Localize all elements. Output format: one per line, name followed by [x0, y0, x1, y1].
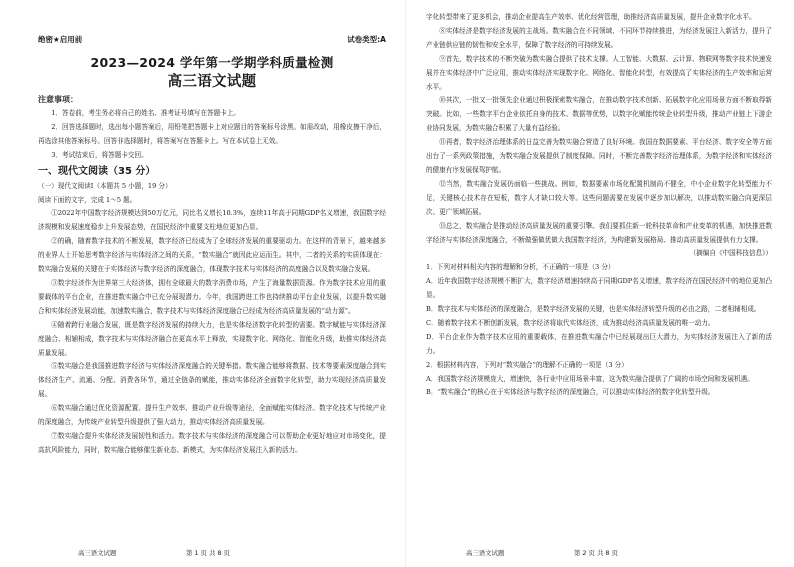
right-content — [426, 11, 772, 400]
passage-paragraph: 字化转型带来了更多机会，推动企业提高生产效率、优化经营管理，助推经济高质量发展，提升企业数字化水平。 — [426, 13, 756, 21]
passage-paragraph: ⑧实体经济是数字经济发展的主战场。数实融合在不同领域、不同环节持续推进，为经济发展注入新活力，提升了产业链供应链的韧性和安全水平，保障了数字经济的可持续发展。 — [426, 26, 772, 49]
confidential-label: 绝密★启用前 — [38, 35, 83, 44]
left-content — [38, 92, 386, 458]
passage-paragraph: ④随着跨行业融合发展，既是数字经济发展的持续大力，也是实体经济数字化转型的需要。数字赋能与实体经济深度融合、相辅相成，数字技术与实体经济融合在更高水平上释放，实现数字化、网络化、智能化升级，助推实体经济高质量发展。 — [38, 320, 386, 357]
question-1-option: C．随着数字技术不断创新发展，数字经济将取代实体经济，成为推动经济高质量发展的唯一动力。 — [426, 318, 715, 327]
reading-instruction: 阅读下面的文字，完成 1～5 题。 — [38, 195, 137, 204]
right-page — [426, 0, 772, 567]
paper-type-label: 试卷类型:A — [347, 35, 386, 44]
left-header — [38, 34, 386, 45]
section-heading: 一、现代文阅读（35 分） — [38, 165, 156, 177]
subsection-heading: （一）现代文阅读I（本题共 5 小题，19 分） — [38, 181, 172, 190]
footer-page-number: 第 1 页 共 8 页 — [186, 549, 230, 557]
passage-paragraph: ⑨首先，数字技术的不断突破为数实融合提供了技术支撑。人工智能、大数据、云计算、物联网等数字技术快速发展并在实体经济中广泛应用，推动实体经济实现数字化、网络化、智能化转型，有效提高了实体经济的生产效率和运营水平。 — [426, 54, 772, 91]
question-1-option: B．数字技术与实体经济的深度融合，是数字经济发展的关键，也是实体经济转型升级的必由之路，二者相辅相成。 — [426, 305, 761, 314]
exam-subtitle: 高三语文试题 — [167, 74, 257, 90]
passage-paragraph: ⑩其次，一批又一批领先企业通过积极探索数实融合，在推动数字技术创新、拓展数字化应用场景方面不断取得新突破。比如，一些数字平台企业依托自身的技术、数据等优势，以数字化赋能传统企业转型升级，推动产业链上下游企业协同发展，为数实融合积累了大量有益经验。 — [426, 96, 772, 133]
passage-paragraph: ⑬总之，数实融合是推动经济高质量发展的重要引擎。我们要抓住新一轮科技革命和产业变革的机遇，加快推进数字经济与实体经济深度融合，不断做强做优做大我国数字经济，为构建新发展格局、推动高质量发展提供有力支撑。 — [426, 221, 772, 244]
passage-paragraph: ⑦数实融合提升实体经济发展韧性和活力。数字技术与实体经济的深度融合可以帮助企业更好地应对市场变化，提高抗风险能力，同时，数实融合能够催生新业态、新模式，为实体经济发展注入新的活力。 — [38, 431, 386, 454]
exam-title: 2023—2024 学年第一学期学科质量检测 — [90, 55, 334, 70]
passage-paragraph: ①2022年中国数字经济规模达到50万亿元，同比名义增长10.3%，连续11年高于同期GDP名义增速，我国数字经济规模和发展速度稳步上升发展态势，在国民经济中重要支柱地位更加凸显。 — [38, 209, 386, 232]
question-2-option: B．“数实融合”的核心在于实体经济与数字经济的深度融合，可以推动实体经济的数字化转型升级。 — [426, 388, 715, 397]
passage-paragraph: ⑤数实融合是我国推进数字经济与实体经济深度融合的关键举措。数实融合能够将数据、技术等要素深度融合到实体经济生产、流通、分配、消费各环节，通过全链条的赋能，推动实体经济全面数字化转型，助力实现经济高质量发展。 — [38, 362, 386, 399]
notes-heading: 注意事项： — [38, 95, 78, 104]
page-divider — [405, 0, 406, 567]
question-1-option: D．平台企业作为数字技术应用的重要载体，在推进数实融合中已经展现出巨大潜力，为实体经济发展注入了新的活力。 — [426, 332, 772, 355]
passage-source: （摘编自《中国科技信息》） — [689, 249, 772, 258]
note-item: 2．回答选择题时，选出每小题答案后，用铅笔把答题卡上对应题目的答案标号涂黑。如需改动，用橡皮擦干净后，再选涂其他答案标号。回答非选择题时，将答案写在答题卡上。写在本试卷上无效。 — [38, 122, 386, 145]
note-item: 1．答卷前，考生务必将自己的姓名、准考证号填写在答题卡上。 — [51, 109, 241, 117]
footer-subject: 高三语文试题 — [466, 549, 505, 557]
footer-page-number: 第 2 页 共 8 页 — [574, 549, 618, 557]
question-2-option: A．我国数字经济规模庞大，增速快，各行业中应用场景丰富，这为数实融合提供了广阔的市场空间和发展机遇。 — [426, 374, 754, 383]
passage-paragraph: ⑫当然，数实融合发展仍面临一些挑战。例如，数据要素市场化配置机制尚不健全，中小企业数字化转型能力不足，关键核心技术存在短板，数字人才缺口较大等。这些问题需要在发展中逐步加以解决，以推动数实融合向更深层次、更广领域拓展。 — [426, 179, 772, 216]
note-item: 3．考试结束后，将答题卡交回。 — [51, 150, 148, 159]
footer-subject: 高三语文试题 — [78, 549, 117, 557]
passage-paragraph: ②的确，随着数字技术的不断发展，数字经济已经成为了全球经济发展的重要驱动力。在这样的背景下，越来越多的业界人士开始思考数字经济与实体经济之间的关系，“数实融合”就因此应运而生。其中，二者的关系的实质体现在：数实融合发展的关键在于实体经济与数字经济的深度融合，体现数字技术与实体经济的高度融合以及数实融合发展。 — [38, 237, 386, 274]
question-1: 1．下列对材料相关内容的理解和分析，不正确的一项是（3 分） — [426, 263, 615, 272]
left-page — [38, 0, 386, 567]
passage-paragraph: ③数字经济作为世界第三大经济体，拥有全球最大的数字消费市场，产生了海量数据资源。作为数字技术应用的重要载体的平台企业，在推进数实融合中已充分展现潜力。今年，我国跨进工作也持续推动平台企业发展，以提升数实融合和实体经济发展动能，加速数实融合，数字技术与实体经济深度融合已经成为经济高质量发展的“动力源”。 — [38, 278, 386, 315]
passage-paragraph: ⑪再者，数字经济治理体系的日益完善为数实融合营造了良好环境。我国在数据要素、平台经济、数字安全等方面出台了一系列政策措施，为数实融合发展提供了制度保障。同时，不断完善数字经济治理体系，为数字经济和实体经济的健康有序发展保驾护航。 — [426, 138, 772, 174]
question-1-option: A．近年我国数字经济规模不断扩大，数字经济增速持续高于同期GDP名义增速，数字经济在国民经济中的地位更加凸显。 — [426, 277, 772, 300]
question-2: 2．根据材料内容，下列对“数实融合”的理解不正确的一项是（3 分） — [426, 360, 628, 369]
passage-paragraph: ⑥数实融合通过优化资源配置、提升生产效率、推动产业升级等途径，全面赋能实体经济。数字化技术与传统产业的深度融合，为传统产业转型升级提供了强大动力，推动实体经济高质量发展。 — [38, 404, 386, 427]
